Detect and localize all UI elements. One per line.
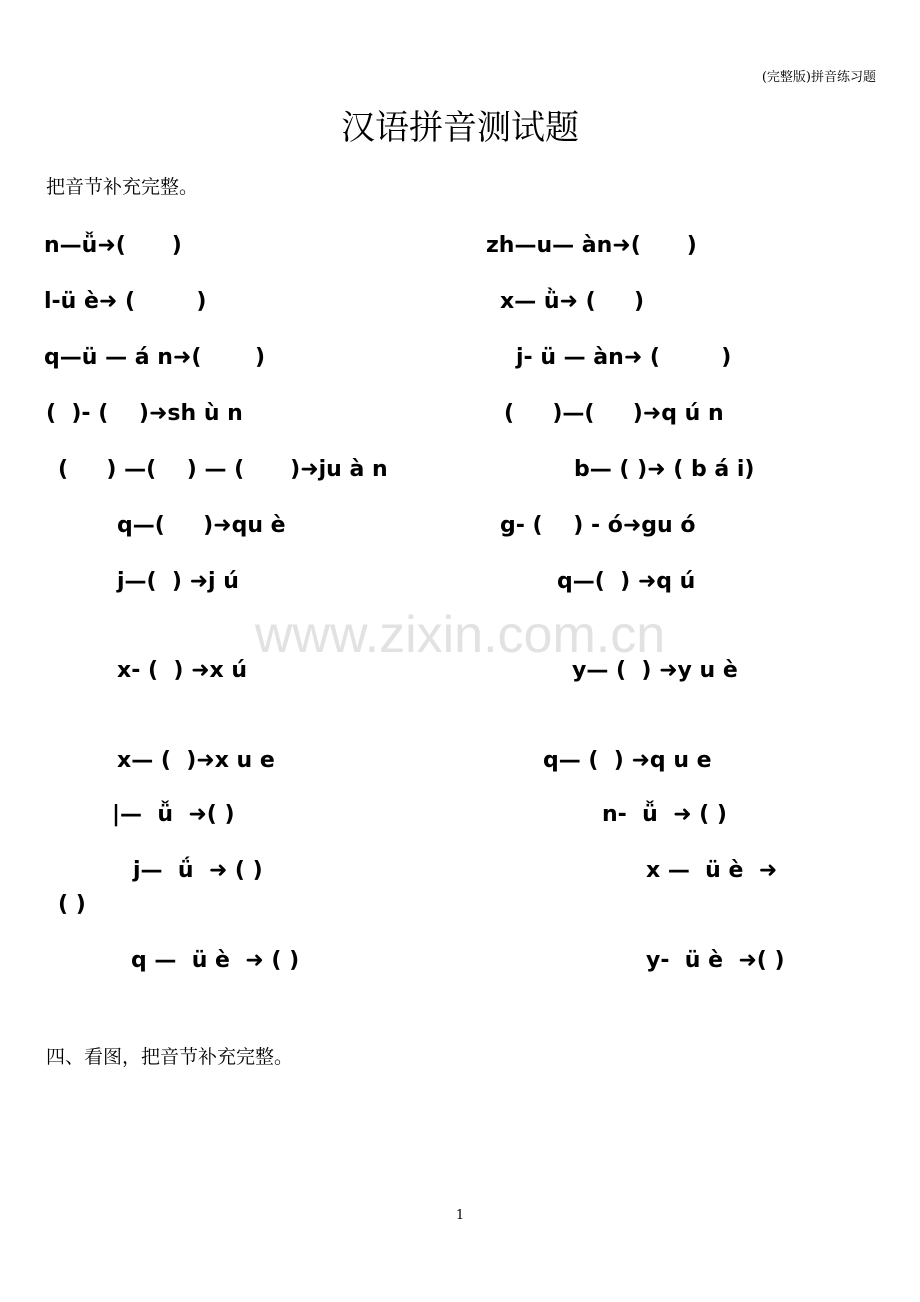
exercise-3-right: j- ü — àn➜ ( )	[516, 345, 732, 370]
exercise-6-right: g- ( ) - ó➜gu ó	[500, 513, 696, 538]
watermark: www.zixin.com.cn	[254, 606, 666, 664]
exercise-7-right: q—( ) ➜q ú	[557, 569, 696, 594]
exercise-12-right: y- ü è ➜( )	[646, 948, 785, 973]
exercise-1-left: n—ǚ➜( )	[44, 233, 182, 258]
exercise-10-left: |— ǚ ➜( )	[112, 802, 235, 827]
exercise-3-left: q—ü — á n➜( )	[44, 345, 266, 370]
instruction-text: 把音节补充完整。	[46, 176, 199, 198]
exercise-5-left: ( ) —( ) — ( )➜ju à n	[58, 457, 388, 482]
page-number: 1	[455, 1208, 465, 1223]
exercise-1-right: zh—u— àn➜( )	[486, 233, 697, 258]
exercise-6-left: q—( )➜qu è	[117, 513, 286, 538]
exercise-12-left: q — ü è ➜ ( )	[131, 948, 300, 973]
exercise-8-left: x- ( ) ➜x ú	[117, 658, 248, 683]
exercise-11-left: j— ǘ ➜ ( )	[133, 858, 263, 883]
exercise-10-right: n- ǚ ➜ ( )	[602, 802, 727, 827]
running-header: (完整版)拼音练习题	[761, 70, 876, 85]
exercise-4-left: ( )- ( )➜sh ù n	[46, 401, 243, 426]
exercise-5-right: b— ( )➜ ( b á i)	[574, 457, 755, 482]
exercise-11-right: x — ü è ➜	[646, 858, 778, 883]
exercise-11-right-continued: ( )	[58, 892, 86, 917]
exercise-2-right: x— ǜ➜ ( )	[500, 289, 645, 314]
exercise-7-left: j—( ) ➜j ú	[117, 569, 239, 594]
exercise-9-left: x— ( )➜x u e	[117, 748, 275, 773]
exercise-4-right: ( )—( )➜q ú n	[504, 401, 724, 426]
exercise-8-right: y— ( ) ➜y u è	[572, 658, 738, 683]
exercise-9-right: q— ( ) ➜q u e	[543, 748, 712, 773]
page-title: 汉语拼音测试题	[341, 108, 579, 148]
exercise-2-left: l-ü è➜ ( )	[44, 289, 207, 314]
section-four-heading: 四、看图，把音节补充完整。	[46, 1046, 294, 1068]
